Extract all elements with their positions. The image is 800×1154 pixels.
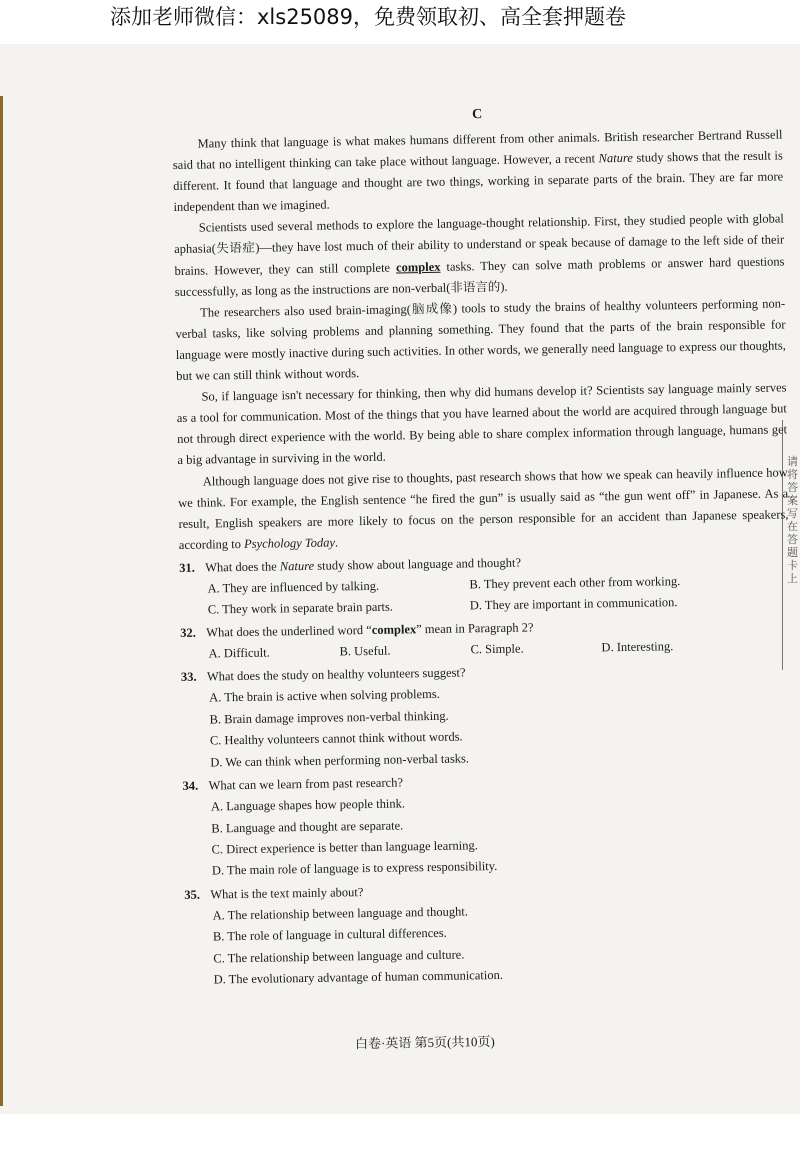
paragraph-2: Scientists used several methods to explore the language-thought relationship. First, they studied people with global aphasia(失语症)—they have lost much of their ability to understand or speak because of damage to the left side of their brains. However, they can still complete complex tasks. They can solve math problems or answer hard questions successfully, as long as the instructions are non-verbal(非语言的). [174, 211, 785, 299]
question-35: 35. What is the text mainly about? [184, 884, 364, 902]
q34-option-a: A. Language shapes how people think. [210, 796, 406, 814]
q34-option-b: B. Language and thought are separate. [211, 818, 404, 836]
question-32: 32. What does the underlined word “complex” mean in Paragraph 2? [180, 620, 534, 641]
paragraph-4: So, if language isn't necessary for thinking, then why did humans develop it? Scientists say language mainly serves as a tool for communication. Most of the things that you have learned about the world are acquired through language but not through direct experience with the world. By being able to share complex information through language, humans get a big advantage in surviving in the world. [176, 380, 788, 468]
paragraph-5: Although language does not give rise to thoughts, past research shows that how we speak can heavily influence how we think. For example, the English sentence “he fired the gun” is usually said as “the gun went off” in Japanese. As a result, English speakers are more likely to focus on the person responsible for an accident than Japanese speakers, according to Psychology Today. [178, 464, 789, 552]
q34-option-d: D. The main role of language is to express responsibility. [211, 859, 498, 878]
q31-option-d: D. They are important in communication. [469, 595, 678, 613]
nature-italic: Nature [598, 150, 633, 166]
underlined-word-complex: complex [395, 259, 441, 275]
reading-passage-page [172, 100, 796, 991]
q35-option-b: B. The role of language in cultural differences. [212, 926, 447, 944]
q32-option-d: D. Interesting. [601, 639, 674, 655]
q35-options [185, 896, 796, 991]
q31-option-c: C. They work in separate brain parts. [207, 599, 394, 617]
paragraph-1: Many think that language is what makes humans different from other animals. British researcher Bertrand Russell said that no intelligent thinking can take place without language. However, a recent Nature study shows that the result is different. It found that language and thought are two things, working in separate parts of the brain. They are far more independent than we imagined. [172, 127, 784, 215]
q31-option-a: A. They are influenced by talking. [207, 578, 380, 596]
question-34: 34. What can we learn from past research? [182, 775, 404, 793]
q32-option-a: A. Difficult. [208, 645, 270, 661]
side-margin-note: 请将答案写在答题卡上 [787, 455, 798, 585]
q35-option-d: D. The evolutionary advantage of human communication. [213, 968, 504, 987]
page-binding-edge [0, 96, 3, 1106]
q33-option-d: D. We can think when performing non-verbal tasks. [210, 751, 470, 770]
q32-option-b: B. Useful. [339, 643, 391, 659]
q35-option-c: C. The relationship between language and culture. [213, 947, 465, 966]
watermark-banner: 添加老师微信：xls25089，免费领取初、高全套押题卷 [0, 0, 800, 42]
q31-option-b: B. They prevent each other from working. [469, 574, 681, 592]
q34-options [183, 787, 794, 882]
q33-option-b: B. Brain damage improves non-verbal thinking. [209, 708, 449, 727]
q32-option-c: C. Simple. [470, 641, 524, 657]
q33-option-a: A. The brain is active when solving problems. [209, 687, 440, 705]
paragraph-3: The researchers also used brain-imaging(脑成像) tools to study the brains of healthy volunteers performing non-verbal tasks, like solving problems and planning something. They found that the parts of the brain responsible for language were mostly inactive during such activities. In other words, we generally need language to express our thoughts, but we can still think without words. [175, 296, 786, 383]
question-33: 33. What does the study on healthy volunteers suggest? [180, 665, 466, 685]
q33-options [181, 679, 792, 774]
q35-option-a: A. The relationship between language and thought. [212, 904, 468, 923]
psychology-today-italic: Psychology Today [243, 535, 336, 551]
q34-option-c: C. Direct experience is better than language learning. [211, 838, 478, 857]
page-footer: 白卷·英语 第5页(共10页) [354, 1033, 495, 1052]
section-title: C [471, 107, 483, 123]
q33-option-c: C. Healthy volunteers cannot think without words. [209, 729, 463, 748]
question-31: 31. What does the Nature study show about language and thought? [179, 555, 522, 575]
